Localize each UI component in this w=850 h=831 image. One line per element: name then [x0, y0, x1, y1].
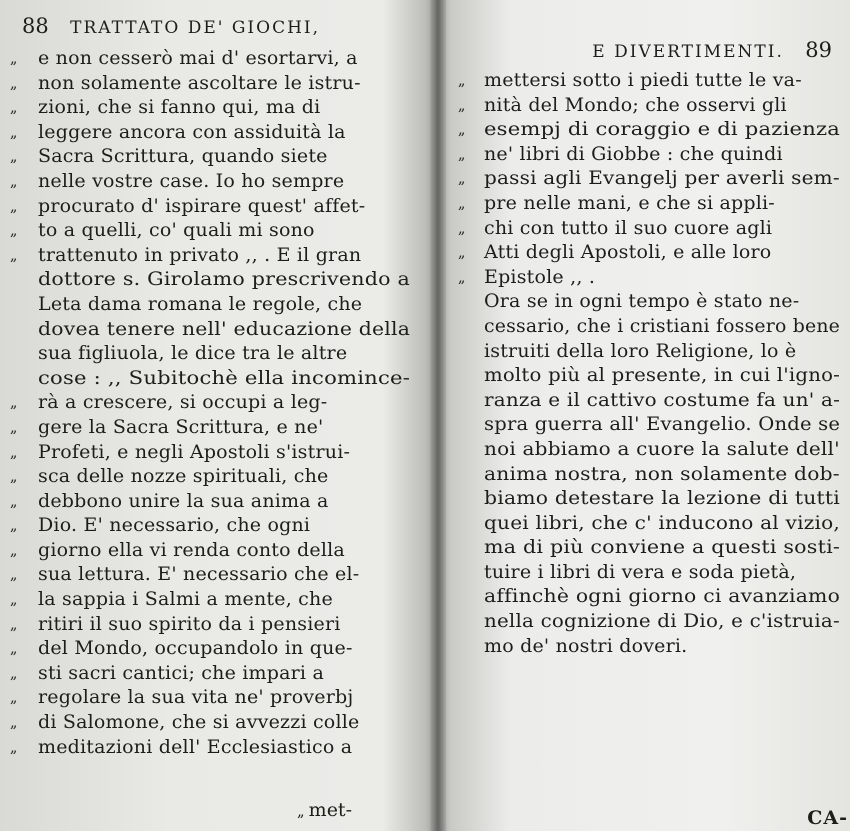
quote-mark: ,, — [10, 49, 16, 67]
line-text: nità del Mondo; che osservi gli — [484, 93, 787, 116]
line-text: Epistole ,, . — [484, 265, 596, 288]
text-line — [4, 95, 412, 120]
quote-mark: ,, — [10, 442, 16, 461]
text-line — [456, 68, 842, 93]
text-line — [4, 661, 412, 686]
line-text: ritiri il suo spirito da i pensieri — [38, 612, 341, 635]
line-text: Leta dama romana le regole, che — [38, 292, 363, 315]
left-catchword-text: met- — [308, 799, 352, 821]
quote-mark: ,, — [10, 245, 16, 264]
quote-mark: ,, — [458, 243, 464, 262]
line-text: del Mondo, occupandolo in que- — [38, 637, 353, 660]
line-text: meditazioni dell' Ecclesiastico a — [38, 735, 353, 758]
text-line — [456, 388, 842, 413]
line-text: giorno ella vi renda conto della — [38, 538, 345, 561]
text-line — [4, 194, 412, 219]
text-line — [456, 93, 842, 118]
quote-mark: ,, — [10, 639, 16, 658]
text-line — [456, 117, 842, 142]
right-page-number: 89 — [805, 38, 832, 62]
quote-mark: ,, — [458, 144, 464, 163]
text-line — [456, 609, 842, 634]
quote-mark: ,, — [10, 467, 16, 486]
quote-mark: ,, — [10, 688, 16, 707]
text-line — [4, 341, 412, 366]
text-line — [456, 265, 842, 290]
text-line — [456, 437, 842, 462]
text-line — [456, 216, 842, 241]
line-text: procurato d' ispirare quest' affet- — [38, 194, 366, 217]
quote-mark: ,, — [10, 713, 16, 732]
line-text: ne' libri di Giobbe : che quindi — [484, 142, 783, 165]
line-text: noi abbiamo a cuore la salute dell' — [484, 437, 840, 460]
line-text: regolare la sua vita ne' proverbj — [38, 686, 354, 709]
quote-mark: ,, — [458, 218, 464, 237]
text-line — [456, 412, 842, 437]
text-line — [4, 390, 412, 415]
text-line — [4, 267, 412, 292]
quote-mark: ,, — [458, 169, 464, 188]
line-text: to a quelli, co' quali mi sono — [38, 219, 315, 242]
quote-mark: ,, — [10, 663, 16, 682]
text-line — [456, 634, 842, 659]
line-text: Sacra Scrittura, quando siete — [38, 145, 328, 168]
text-line — [4, 169, 412, 194]
line-text: pre nelle mani, e che si appli- — [484, 191, 775, 214]
line-text: quei libri, che c' inducono al vizio, — [484, 511, 840, 534]
quote-mark: ,, — [458, 267, 464, 286]
text-line — [4, 243, 412, 268]
line-text: sti sacri cantici; che impari a — [38, 661, 324, 684]
text-line — [4, 636, 412, 661]
text-line — [456, 584, 842, 609]
text-line — [456, 535, 842, 560]
quote-mark: ,, — [10, 393, 16, 412]
line-text: affinchè ogni giorno ci avanziamo — [484, 585, 841, 608]
right-page-header — [592, 38, 832, 62]
left-catchword — [297, 799, 352, 821]
line-text: mo de' nostri doveri. — [484, 634, 688, 657]
quote-mark: ,, — [458, 71, 464, 89]
quote-mark: ,, — [458, 95, 464, 114]
line-text: chi con tutto il suo cuore agli — [484, 216, 773, 239]
line-text: nella cognizione di Dio, e c'istruia- — [484, 610, 840, 633]
text-line — [456, 560, 842, 585]
line-text: cessario, che i cristiani fossero bene — [484, 314, 841, 337]
line-text: Ora se in ogni tempo è stato ne- — [484, 290, 800, 313]
line-text: dottore s. Girolamo prescrivendo a — [38, 268, 411, 291]
quote-mark: ,, — [458, 193, 464, 212]
book-gutter — [430, 0, 446, 831]
line-text: leggere ancora con assiduità la — [38, 120, 346, 143]
quote-mark: ,, — [10, 73, 16, 92]
text-line — [4, 587, 412, 612]
left-page-number: 88 — [22, 14, 49, 38]
line-text: spra guerra all' Evangelio. Onde se — [484, 413, 841, 436]
text-line — [4, 735, 412, 760]
line-text: anima nostra, non solamente dob- — [484, 462, 840, 485]
left-page-header — [22, 14, 320, 38]
quote-mark: ,, — [10, 737, 16, 756]
text-line — [456, 191, 842, 216]
line-text: ma di più conviene a questi sosti- — [484, 536, 841, 559]
text-line — [4, 292, 412, 317]
line-text: ranza e il cattivo costume fa un' a- — [484, 388, 841, 411]
line-text: e non cesserò mai d' esortarvi, a — [38, 47, 358, 69]
text-line — [4, 612, 412, 637]
text-line — [4, 538, 412, 563]
text-line — [456, 142, 842, 167]
line-text: dovea tenere nell' educazione della — [38, 317, 411, 340]
quote-mark: ,, — [10, 417, 16, 436]
quote-mark: ,, — [10, 491, 16, 510]
text-line — [4, 464, 412, 489]
text-line — [456, 314, 842, 339]
text-line — [4, 218, 412, 243]
quote-mark: ,, — [10, 147, 16, 166]
text-line — [456, 363, 842, 388]
text-line — [456, 486, 842, 511]
quote-mark: ,, — [297, 802, 303, 820]
text-line — [4, 317, 412, 342]
line-text: sua lettura. E' necessario che el- — [38, 563, 360, 586]
text-line — [456, 289, 842, 314]
text-line — [456, 511, 842, 536]
line-text: sca delle nozze spirituali, che — [38, 465, 329, 488]
line-text: biamo detestare la lezione di tutti — [484, 487, 841, 510]
quote-mark: ,, — [10, 98, 16, 117]
right-catchword: CA- — [807, 807, 848, 829]
quote-mark: ,, — [10, 196, 16, 215]
line-text: la sappia i Salmi a mente, che — [38, 588, 333, 611]
text-line — [4, 46, 412, 71]
text-line — [4, 562, 412, 587]
line-text: trattenuto in privato ,, . E il gran — [38, 243, 362, 266]
left-running-head: TRATTATO DE' GIOCHI, — [70, 18, 321, 38]
line-text: mettersi sotto i piedi tutte le va- — [484, 69, 802, 91]
text-line — [456, 240, 842, 265]
text-line — [4, 120, 412, 145]
line-text: Atti degli Apostoli, e alle loro — [484, 241, 772, 264]
line-text: Profeti, e negli Apostoli s'istrui- — [38, 440, 351, 463]
line-text: non solamente ascoltare le istru- — [38, 71, 361, 94]
text-line — [4, 440, 412, 465]
line-text: cose : ,, Subitochè ella incomince- — [38, 366, 411, 389]
quote-mark: ,, — [458, 120, 464, 139]
text-line — [456, 166, 842, 191]
line-text: molto più al presente, in cui l'igno- — [484, 364, 841, 387]
text-line — [4, 489, 412, 514]
quote-mark: ,, — [10, 171, 16, 190]
text-line — [4, 513, 412, 538]
text-line — [4, 71, 412, 96]
line-text: gere la Sacra Scrittura, e ne' — [38, 415, 324, 438]
quote-mark: ,, — [10, 221, 16, 240]
line-text: esempj di coraggio e di pazienza — [484, 118, 841, 141]
text-line — [4, 710, 412, 735]
quote-mark: ,, — [10, 590, 16, 609]
line-text: di Salomone, che si avvezzi colle — [38, 711, 360, 734]
line-text: nelle vostre case. Io ho sempre — [38, 169, 345, 192]
left-page-text — [4, 46, 412, 759]
text-line — [456, 339, 842, 364]
text-line — [4, 415, 412, 440]
right-page — [446, 0, 850, 831]
text-line — [4, 144, 412, 169]
quote-mark: ,, — [10, 540, 16, 559]
right-page-text — [456, 68, 842, 658]
text-line — [4, 685, 412, 710]
line-text: passi agli Evangelj per averli sem- — [484, 167, 840, 190]
quote-mark: ,, — [10, 516, 16, 535]
right-running-head: E DIVERTIMENTI. — [592, 42, 784, 62]
quote-mark: ,, — [10, 122, 16, 141]
line-text: zioni, che si fanno qui, ma di — [38, 96, 321, 119]
quote-mark: ,, — [10, 614, 16, 633]
line-text: tuire i libri di vera e soda pietà, — [484, 560, 797, 583]
line-text: Dio. E' necessario, che ogni — [38, 514, 311, 537]
text-line — [456, 462, 842, 487]
quote-mark: ,, — [10, 565, 16, 584]
line-text: rà a crescere, si occupi a leg- — [38, 391, 328, 414]
line-text: debbono unire la sua anima a — [38, 489, 329, 512]
line-text: istruiti della loro Religione, lo è — [484, 339, 797, 362]
text-line — [4, 366, 412, 391]
line-text: sua figliuola, le dice tra le altre — [38, 342, 348, 365]
